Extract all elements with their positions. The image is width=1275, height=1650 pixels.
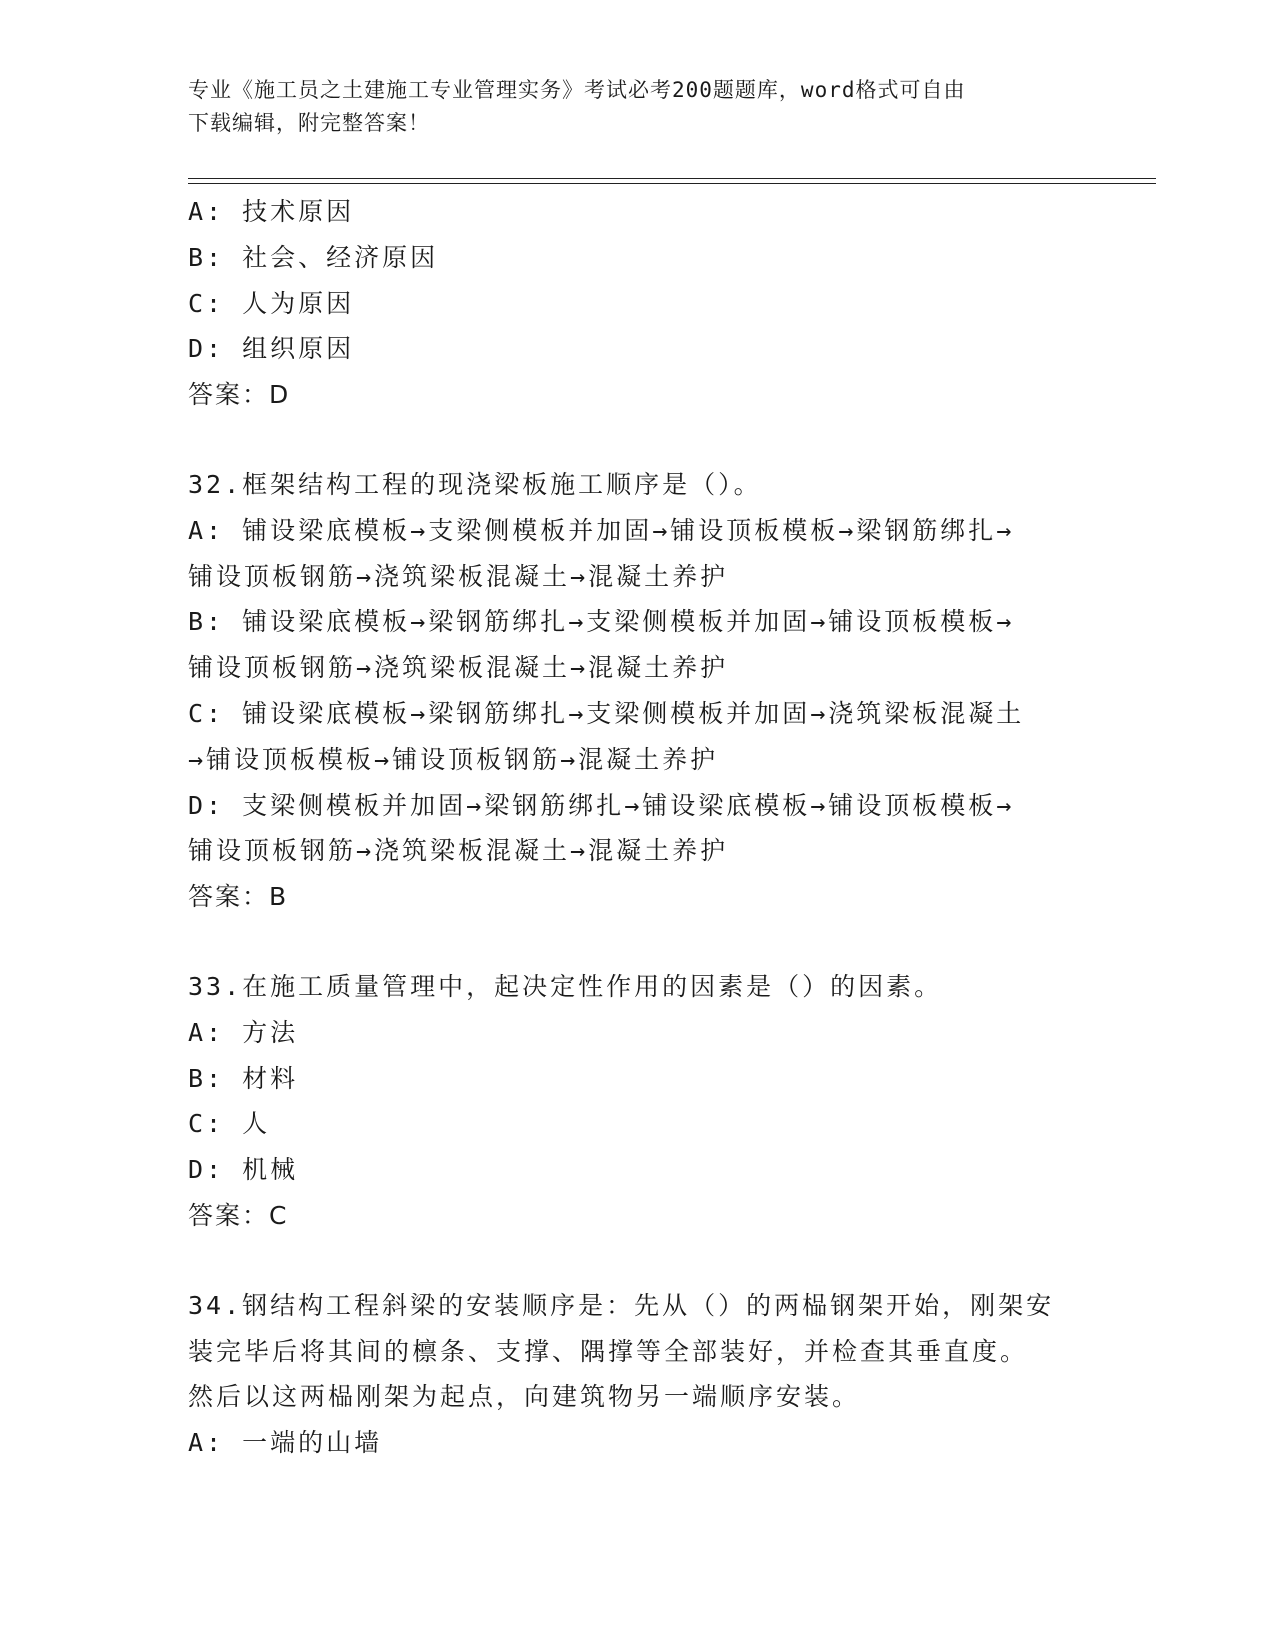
option-c: C: 人 [188, 1109, 271, 1139]
question-32 [188, 462, 1088, 920]
question-31 [188, 189, 1088, 418]
option-d: D: 支梁侧模板并加固→梁钢筋绑扎→铺设梁底模板→铺设顶板模板→ [188, 790, 1015, 820]
question-34 [188, 1283, 1088, 1466]
option-d-continued: 铺设顶板钢筋→浇筑梁板混凝土→混凝土养护 [188, 836, 729, 866]
option-a: A: 方法 [188, 1017, 299, 1047]
option-b-continued: 铺设顶板钢筋→浇筑梁板混凝土→混凝土养护 [188, 653, 729, 683]
question-stem-continued: 装完毕后将其间的檩条、支撑、隅撑等全部装好，并检查其垂直度。 [188, 1336, 1029, 1366]
option-c: C: 铺设梁底模板→梁钢筋绑扎→支梁侧模板并加固→浇筑梁板混凝土 [188, 698, 1025, 728]
option-b: B: 材料 [188, 1063, 299, 1093]
option-a: A: 技术原因 [188, 197, 355, 226]
answer-33: 答案：C [188, 1200, 289, 1230]
question-stem: 34.钢结构工程斜梁的安装顺序是：先从（）的两榀钢架开始，刚架安 [188, 1290, 1055, 1320]
option-a: A: 一端的山墙 [188, 1428, 383, 1458]
option-c: C: 人为原因 [188, 288, 355, 318]
option-d: D: 机械 [188, 1155, 299, 1185]
option-a: A: 铺设梁底模板→支梁侧模板并加固→铺设顶板模板→梁钢筋绑扎→ [188, 515, 1015, 545]
option-d: D: 组织原因 [188, 334, 355, 364]
option-b: B: 铺设梁底模板→梁钢筋绑扎→支梁侧模板并加固→铺设顶板模板→ [188, 607, 1015, 637]
document-header [188, 74, 1088, 140]
question-stem: 33.在施工质量管理中，起决定性作用的因素是（）的因素。 [188, 971, 943, 1001]
question-stem: 32.框架结构工程的现浇梁板施工顺序是（）。 [188, 469, 762, 499]
answer-31: 答案：D [188, 380, 291, 410]
option-a-continued: 铺设顶板钢筋→浇筑梁板混凝土→混凝土养护 [188, 561, 729, 591]
question-stem-continued: 然后以这两榀刚架为起点，向建筑物另一端顺序安装。 [188, 1382, 861, 1412]
header-divider-top [188, 178, 1156, 179]
question-33 [188, 964, 1088, 1239]
question-content [188, 189, 1088, 1466]
option-b: B: 社会、经济原因 [188, 242, 439, 272]
answer-32: 答案：B [188, 882, 289, 912]
header-line-1: 专业《施工员之土建施工专业管理实务》考试必考200题题库，word格式可自由 [188, 78, 966, 102]
header-divider-bottom [188, 183, 1156, 184]
option-c-continued: →铺设顶板模板→铺设顶板钢筋→混凝土养护 [188, 744, 719, 774]
header-line-2: 下载编辑，附完整答案！ [188, 111, 430, 135]
